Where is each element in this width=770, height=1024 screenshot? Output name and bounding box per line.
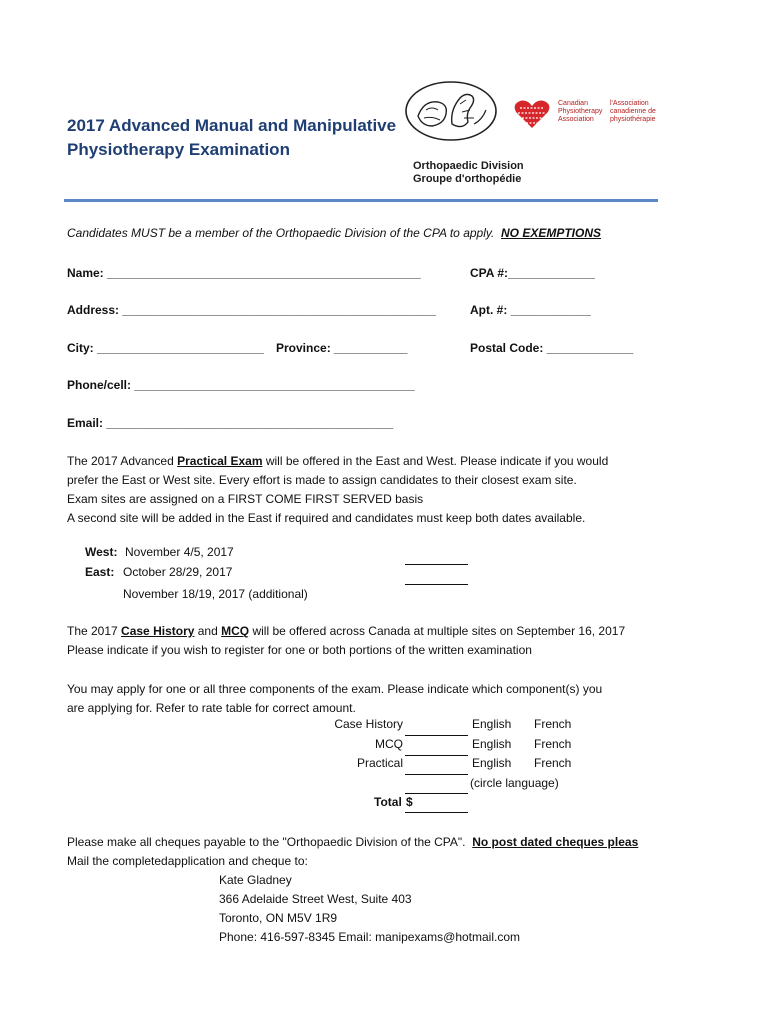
case-history-line[interactable] (405, 735, 468, 736)
total-label: Total (374, 795, 402, 809)
total-dollar: $ (406, 795, 413, 809)
payment-paragraph: Please make all cheques payable to the "Orthopaedic Division of the CPA". No post dated cheques pleas Mail the completedapplication and cheque to: (67, 835, 639, 868)
email-field[interactable]: Email: ___________________________________________ (67, 416, 394, 430)
no-exemptions-text: NO EXEMPTIONS (501, 226, 602, 240)
case-history-english: English (472, 717, 512, 731)
written-paragraph: The 2017 Case History and MCQ will be offered across Canada at multiple sites on September 16, 2017 Please indicate if you wish to register for one or both portions of the written examination (67, 624, 626, 657)
components-paragraph: You may apply for one or all three components of the exam. Please indicate which component(s) you are applying for. Refer to rate table for correct amount. (67, 682, 603, 715)
case-history-link: Case History (121, 624, 195, 638)
component-case-history: Case History (334, 717, 403, 731)
practical-exam-link: Practical Exam (177, 454, 263, 468)
circle-language-note: (circle language) (470, 776, 559, 790)
membership-notice: Candidates MUST be a member of the Orthopaedic Division of the CPA to apply. NO EXEMPTIONS (67, 226, 602, 240)
mcq-french: French (534, 737, 572, 751)
mcq-link: MCQ (221, 624, 250, 638)
practical-line[interactable] (405, 774, 468, 775)
practical-french: French (534, 756, 572, 770)
apt-field[interactable]: Apt. #: ____________ (470, 303, 591, 317)
no-post-dated-text: No post dated cheques pleas (472, 835, 639, 849)
west-choice-line[interactable] (405, 564, 468, 565)
page-title: 2017 Advanced Manual and Manipulative Physiotherapy Examination (67, 116, 397, 159)
phone-field[interactable]: Phone/cell: __________________________________________ (67, 378, 415, 392)
orthopaedic-division-logo (404, 80, 498, 142)
east-date: October 28/29, 2017 (123, 565, 233, 579)
header-divider (64, 199, 658, 202)
postal-code-field[interactable]: Postal Code: _____________ (470, 341, 634, 355)
province-field[interactable]: Province: ___________ (276, 341, 408, 355)
component-practical: Practical (356, 756, 403, 770)
name-field[interactable]: Name: _______________________________________________ (67, 266, 421, 280)
division-name: Orthopaedic Division Groupe d'orthopédie (413, 160, 524, 185)
address-field[interactable]: Address: _______________________________________________ (67, 303, 437, 317)
practical-paragraph: The 2017 Advanced Practical Exam will be offered in the East and West. Please indicate if you would prefer the East or West site. Every effort is made to assign candidates to their closest exam site. Exam sites are assigned on a FIRST COME FIRST SERVED basis A second site will be added in the East if required and candidates must keep both dates available. (67, 454, 609, 525)
east-date-additional: November 18/19, 2017 (additional) (123, 587, 308, 601)
practical-english: English (472, 756, 512, 770)
cpa-number-field[interactable]: CPA #:_____________ (470, 266, 595, 280)
cpa-name-english: Canadian Physiotherapy Association (558, 100, 603, 123)
west-date: November 4/5, 2017 (125, 545, 234, 559)
cpa-heart-logo (512, 98, 552, 130)
case-history-french: French (534, 717, 572, 731)
component-mcq: MCQ (375, 737, 403, 751)
west-label: West: (85, 545, 118, 559)
city-field[interactable]: City: _________________________ (67, 341, 264, 355)
mcq-line[interactable] (405, 755, 468, 756)
language-line[interactable] (405, 793, 468, 794)
east-choice-line[interactable] (405, 584, 468, 585)
cpa-name-french: l'Association canadienne de physiothérapie (610, 100, 656, 123)
east-label: East: (85, 565, 115, 579)
total-line[interactable] (405, 812, 468, 813)
mcq-english: English (472, 737, 512, 751)
mailing-address: Kate Gladney 366 Adelaide Street West, Suite 403 Toronto, ON M5V 1R9 Phone: 416-597-8345 Email: manipexams@hotmail.com (219, 873, 521, 944)
